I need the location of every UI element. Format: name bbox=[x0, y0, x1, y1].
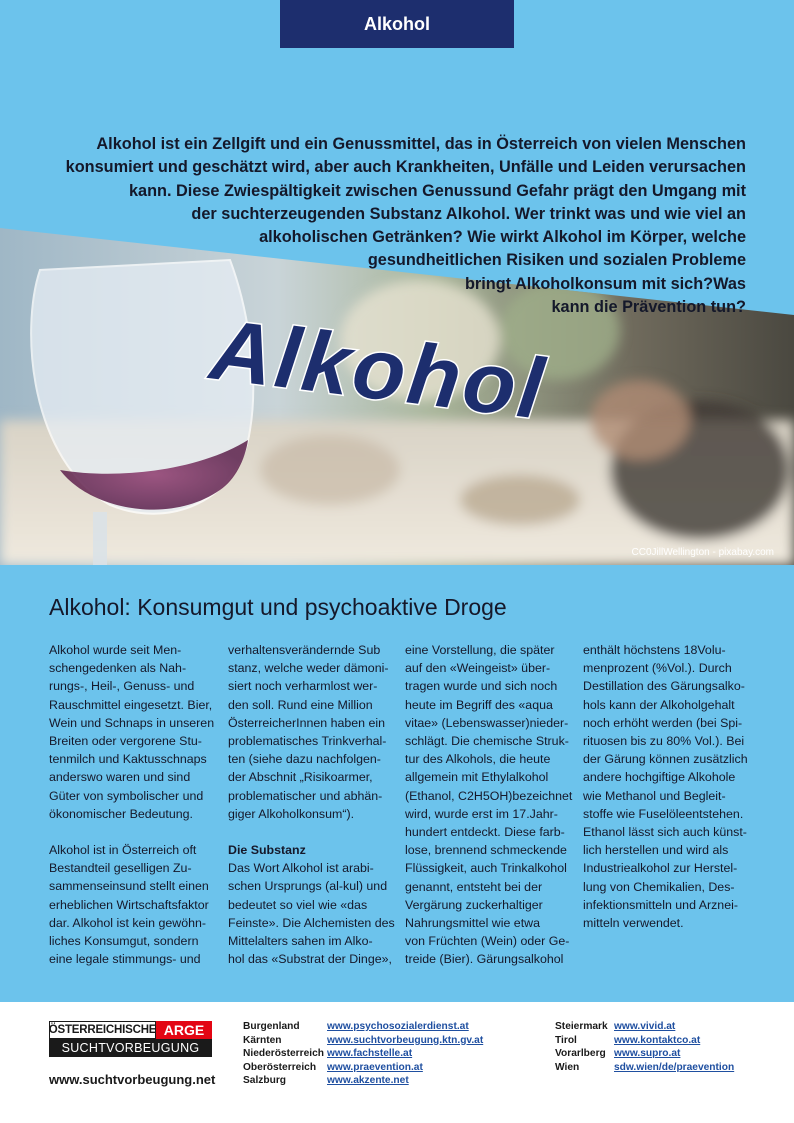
text-line: hol das «Substrat der Dinge», bbox=[228, 952, 392, 967]
text-line: wie Methanol und Begleit- bbox=[583, 788, 726, 803]
text-line: bedeutet so viel wie «das bbox=[228, 897, 368, 912]
text-line: giger Alkoholkonsum“). bbox=[228, 806, 355, 821]
region-url-link[interactable]: www.psychosozialerdienst.at bbox=[327, 1021, 469, 1032]
text-line: Breiten oder vergorene Stu- bbox=[49, 734, 202, 749]
text-line: wird, wurde erst im 17.Jahr- bbox=[405, 806, 558, 821]
subheading: Die Substanz bbox=[228, 843, 306, 858]
text-line: Alkohol wurde seit Men- bbox=[49, 643, 182, 657]
links-left bbox=[243, 1020, 483, 1088]
text-line: rituosen bis zu 80% Vol.). Bei bbox=[583, 734, 745, 749]
text-line: der Gärung können zusätzlich bbox=[583, 752, 748, 767]
region-label: Burgenland bbox=[243, 1021, 300, 1032]
text-line: auf den «Weingeist» über- bbox=[405, 661, 551, 676]
intro-line: der suchterzeugenden Substanz Alkohol. Wer trinkt was und wie viel an bbox=[191, 204, 746, 223]
text-line: tenmilch und Kaktusschnaps bbox=[49, 752, 207, 767]
text-line: (Ethanol, C2H5OH)bezeichnet bbox=[405, 788, 573, 803]
text-column-4 bbox=[583, 641, 748, 932]
intro-line: alkoholischen Getränken? Wie wirkt Alkohol im Körper, welche bbox=[259, 228, 746, 247]
region-label: Salzburg bbox=[243, 1075, 287, 1087]
region-label: Wien bbox=[555, 1061, 580, 1073]
text-line: eine Vorstellung, die später bbox=[405, 643, 555, 657]
text-line: eine legale stimmungs- und bbox=[49, 952, 201, 967]
intro-line: kann die Prävention tun? bbox=[551, 298, 746, 317]
intro-line: kann. Diese Zwiespältigkeit zwischen Genussund Gefahr prägt den Umgang mit bbox=[128, 181, 746, 200]
region-label: Oberösterreich bbox=[243, 1061, 317, 1073]
text-line: heute im Begriff des «aqua bbox=[405, 697, 553, 712]
paragraph-gap bbox=[228, 823, 390, 841]
region-link-row bbox=[243, 1034, 483, 1048]
text-line: Güter von symbolischer und bbox=[49, 788, 204, 803]
text-line: Mittelalters sahen im Alko- bbox=[228, 934, 373, 949]
text-line: infektionsmitteln und Arznei- bbox=[583, 897, 738, 912]
text-line: hundert entdeckt. Diese farb- bbox=[405, 825, 565, 840]
region-link-row bbox=[555, 1047, 734, 1061]
text-line: liches Konsumgut, sondern bbox=[49, 934, 199, 949]
text-line: Nahrungsmittel wie etwa bbox=[405, 916, 540, 931]
text-line: ÖsterreicherInnen haben ein bbox=[228, 715, 386, 730]
region-url-link[interactable]: www.fachstelle.at bbox=[327, 1048, 413, 1060]
intro-line: Alkohol ist ein Zellgift und ein Genussmittel, das in Österreich von vielen Menschen bbox=[96, 135, 746, 153]
region-url-link[interactable]: www.suchtvorbeugung.ktn.gv.at bbox=[327, 1034, 484, 1046]
text-line: Bestandteil geselligen Zu- bbox=[49, 861, 192, 876]
text-line: den soll. Rund eine Million bbox=[228, 697, 373, 712]
arge-logo[interactable] bbox=[49, 1021, 212, 1057]
text-line: dar. Alkohol ist kein gewöhn- bbox=[49, 915, 207, 930]
region-url-link[interactable]: www.akzente.net bbox=[327, 1075, 409, 1087]
region-url-link[interactable]: www.kontaktco.at bbox=[614, 1034, 701, 1046]
text-line: noch erhöht werden (bei Spi- bbox=[583, 715, 743, 730]
region-link-row bbox=[555, 1020, 734, 1034]
text-column-2 bbox=[228, 641, 395, 968]
region-link-row bbox=[555, 1034, 734, 1048]
links-right bbox=[555, 1020, 734, 1074]
text-line: verhaltensverändernde Sub bbox=[228, 643, 381, 657]
text-line: genannt, entsteht bei der bbox=[405, 879, 543, 894]
logo-arge-text: ARGE bbox=[156, 1021, 212, 1039]
text-line: enthält höchstens 18Volu- bbox=[583, 643, 726, 657]
region-link-row bbox=[243, 1061, 483, 1075]
text-line: Alkohol ist in Österreich oft bbox=[49, 843, 197, 858]
text-line: Wein und Schnaps in unseren bbox=[49, 715, 215, 730]
text-line: Flüssigkeit, auch Trinkalkohol bbox=[405, 861, 567, 876]
text-line: Das Wort Alkohol ist arabi- bbox=[228, 861, 374, 876]
region-label: Kärnten bbox=[243, 1034, 282, 1046]
text-line: tur des Alkohols, die heute bbox=[405, 752, 551, 767]
text-line: menprozent (%Vol.). Durch bbox=[583, 661, 732, 676]
footer bbox=[0, 1002, 794, 1123]
text-line: hols kann der Alkoholgehalt bbox=[583, 697, 735, 712]
region-link-row bbox=[243, 1074, 483, 1088]
text-line: lich herstellen und wird als bbox=[583, 843, 729, 858]
text-line: erheblichen Wirtschaftsfaktor bbox=[49, 897, 209, 912]
region-url-link[interactable]: sdw.wien/de/praevention bbox=[614, 1061, 735, 1073]
article-heading: Alkohol: Konsumgut und psychoaktive Droge bbox=[49, 594, 507, 620]
text-line: stoffe wie Fuselöleentstehen. bbox=[583, 806, 744, 821]
region-link-row bbox=[243, 1047, 483, 1061]
text-line: rungs-, Heil-, Genuss- und bbox=[49, 679, 195, 694]
text-line: schlägt. Die chemische Struk- bbox=[405, 734, 569, 749]
text-line: allgemein mit Ethylalkohol bbox=[405, 770, 549, 785]
text-line: schen Ursprungs (al-kul) und bbox=[228, 879, 388, 894]
text-line: siert noch verharmlost wer- bbox=[228, 679, 378, 694]
region-label: Tirol bbox=[555, 1034, 577, 1046]
photo-credit: CC0JillWellington - pixabay.com bbox=[631, 547, 774, 558]
text-line: Destillation des Gärungsalko- bbox=[583, 679, 745, 694]
paragraph-gap bbox=[49, 823, 211, 841]
text-line: Industriealkohol zur Herstel- bbox=[583, 861, 738, 876]
text-line: der Abschnit „Risikoarmer, bbox=[228, 770, 373, 785]
text-line: anderswo waren und sind bbox=[49, 770, 191, 785]
region-link-row bbox=[555, 1061, 734, 1075]
intro-line: konsumiert und geschätzt wird, aber auch Krankheiten, Unfälle und Leiden verursachen bbox=[65, 158, 746, 177]
text-line: lose, brennend schmeckende bbox=[405, 843, 567, 858]
text-line: ten (siehe dazu nachfolgen- bbox=[228, 752, 381, 767]
region-url-link[interactable]: www.vivid.at bbox=[614, 1021, 676, 1032]
region-label: Vorarlberg bbox=[555, 1048, 606, 1060]
text-line: treide (Bier). Gärungsalkohol bbox=[405, 952, 564, 967]
website-link[interactable]: www.suchtvorbeugung.net bbox=[49, 1072, 216, 1087]
text-line: problematischer und abhän- bbox=[228, 788, 383, 803]
text-line: lung von Chemikalien, Des- bbox=[583, 879, 735, 894]
text-column-1 bbox=[49, 641, 215, 968]
region-url-link[interactable]: www.praevention.at bbox=[327, 1061, 423, 1073]
text-line: problematisches Trinkverhal- bbox=[228, 734, 387, 749]
text-line: Rauschmittel eingesetzt. Bier, bbox=[49, 697, 213, 712]
text-line: andere hochgiftige Alkohole bbox=[583, 770, 736, 785]
text-line: sammenseinsund stellt einen bbox=[49, 879, 209, 894]
region-url-link[interactable]: www.supro.at bbox=[614, 1048, 681, 1060]
text-line: schengedenken als Nah- bbox=[49, 661, 187, 676]
big-title: Alkohol bbox=[205, 301, 552, 438]
text-line: vitae» (Lebenswasser)nieder- bbox=[405, 715, 569, 730]
text-line: ökonomischer Bedeutung. bbox=[49, 806, 193, 821]
intro-line: bringt Alkoholkonsum mit sich?Was bbox=[464, 274, 746, 293]
text-line: Ethanol lässt sich auch künst- bbox=[583, 825, 747, 840]
text-line: Feinste». Die Alchemisten des bbox=[228, 915, 395, 930]
text-line: von Früchten (Wein) oder Ge- bbox=[405, 934, 570, 949]
region-link-row bbox=[243, 1020, 483, 1034]
text-line: mitteln verwendet. bbox=[583, 916, 684, 931]
region-label: Niederösterreich bbox=[243, 1048, 324, 1060]
section-tab: Alkohol bbox=[280, 0, 514, 48]
intro-line: gesundheitlichen Risiken und sozialen Probleme bbox=[367, 251, 746, 270]
text-line: stanz, welche weder dämoni- bbox=[228, 661, 389, 676]
logo-top-text: ÖSTERREICHISCHE bbox=[49, 1021, 156, 1039]
region-label: Steiermark bbox=[555, 1021, 608, 1032]
text-line: Vergärung zuckerhaltiger bbox=[405, 897, 543, 912]
text-column-3 bbox=[405, 641, 573, 969]
logo-bottom-text: SUCHTVORBEUGUNG bbox=[49, 1039, 212, 1057]
text-line: tragen wurde und sich noch bbox=[405, 679, 558, 694]
